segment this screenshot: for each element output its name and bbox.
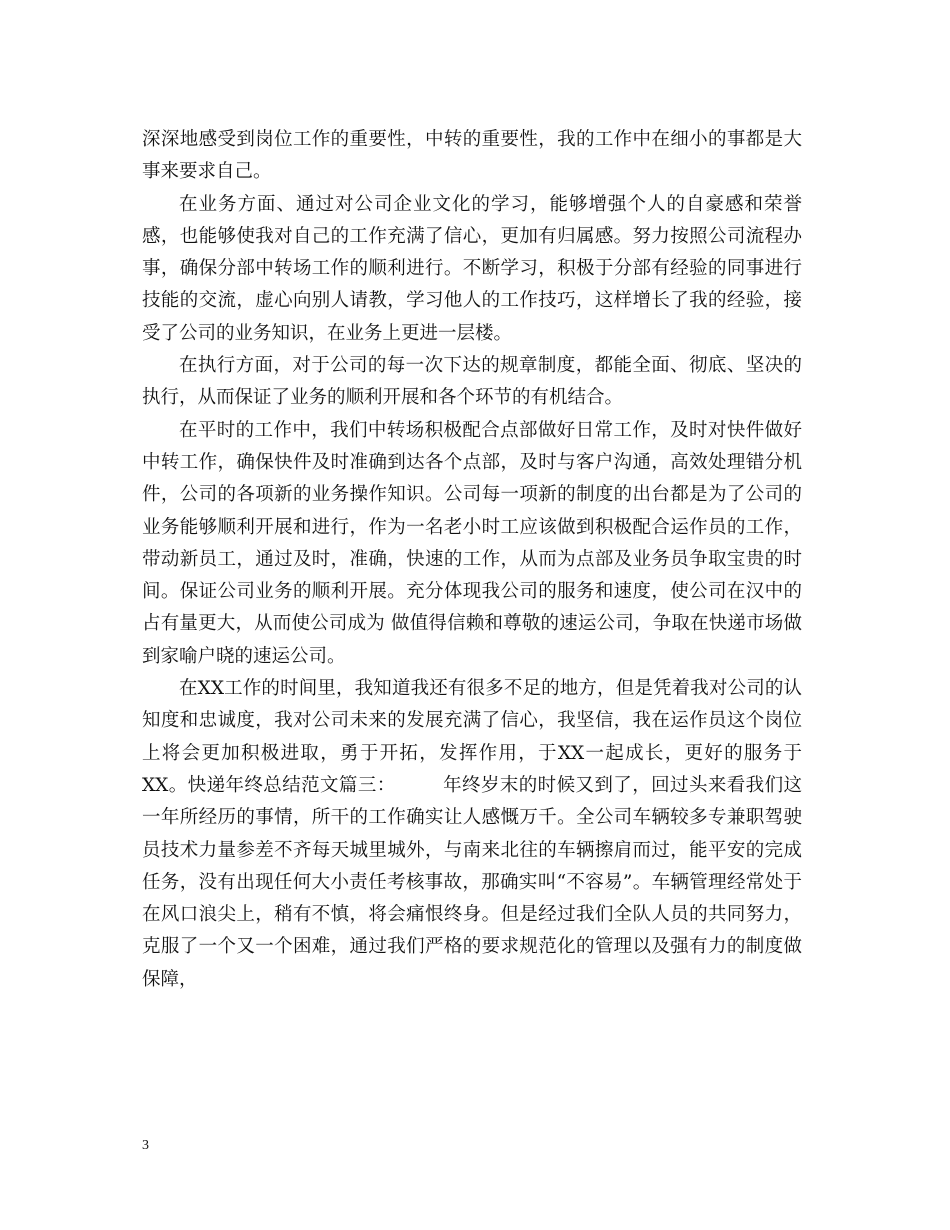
paragraph: 在平时的工作中，我们中转场积极配合点部做好日常工作，及时对快件做好中转工作，确保快件及时准确到达各个点部，及时与客户沟通，高效处理错分机件，公司的各项新的业务操作知识。公司每一项新的制度的出台都是为了公司的业务能够顺利开展和进行，作为一名老小时工应该做到积极配合运作员的工作，带动新员工，通过及时，准确，快速的工作，从而为点部及业务员争取宝贵的时间。保证公司业务的顺利开展。充分体现我公司的服务和速度，使公司在汉中的占有量更大，从而使公司成为 做值得信赖和尊敬的速运公司，争取在快递市场做到家喻户晓的速运公司。: [142, 419, 802, 667]
page-number: 3: [142, 1138, 149, 1153]
paragraph: 深深地感受到岗位工作的重要性，中转的重要性，我的工作中在细小的事都是大事来要求自己。: [142, 129, 802, 183]
document-body: [142, 124, 802, 996]
paragraph: 在业务方面、通过对公司企业文化的学习，能够增强个人的自豪感和荣誉感，也能够使我对自己的工作充满了信心，更加有归属感。努力按照公司流程办事，确保分部中转场工作的顺利进行。不断学习，积极于分部有经验的同事进行技能的交流，虚心向别人请教，学习他人的工作技巧，这样增长了我的经验，接受了公司的业务知识，在业务上更进一层楼。: [142, 193, 802, 344]
paragraph: 在执行方面，对于公司的每一次下达的规章制度，都能全面、彻底、坚决的执行，从而保证了业务的顺利开展和各个环节的有机结合。: [142, 355, 802, 409]
paragraph: 在XX工作的时间里，我知道我还有很多不足的地方，但是凭着我对公司的认知度和忠诚度，我对公司未来的发展充满了信心，我坚信，我在运作员这个岗位上将会更加积极进取，勇于开拓，发挥作用，于XX一起成长，更好的服务于XX。快递年终总结范文篇三： 年终岁末的时候又到了，回过头来看我们这一年所经历的事情，所干的工作确实让人感慨万千。全公司车辆较多专兼职驾驶员技术力量参差不齐每天城里城外，与南来北往的车辆擦肩而过，能平安的完成任务，没有出现任何大小责任考核事故，那确实叫“不容易”。车辆管理经常处于在风口浪尖上，稍有不慎，将会痛恨终身。但是经过我们全队人员的共同努力，克服了一个又一个困难，通过我们严格的要求规范化的管理以及强有力的制度做保障，: [142, 678, 802, 990]
